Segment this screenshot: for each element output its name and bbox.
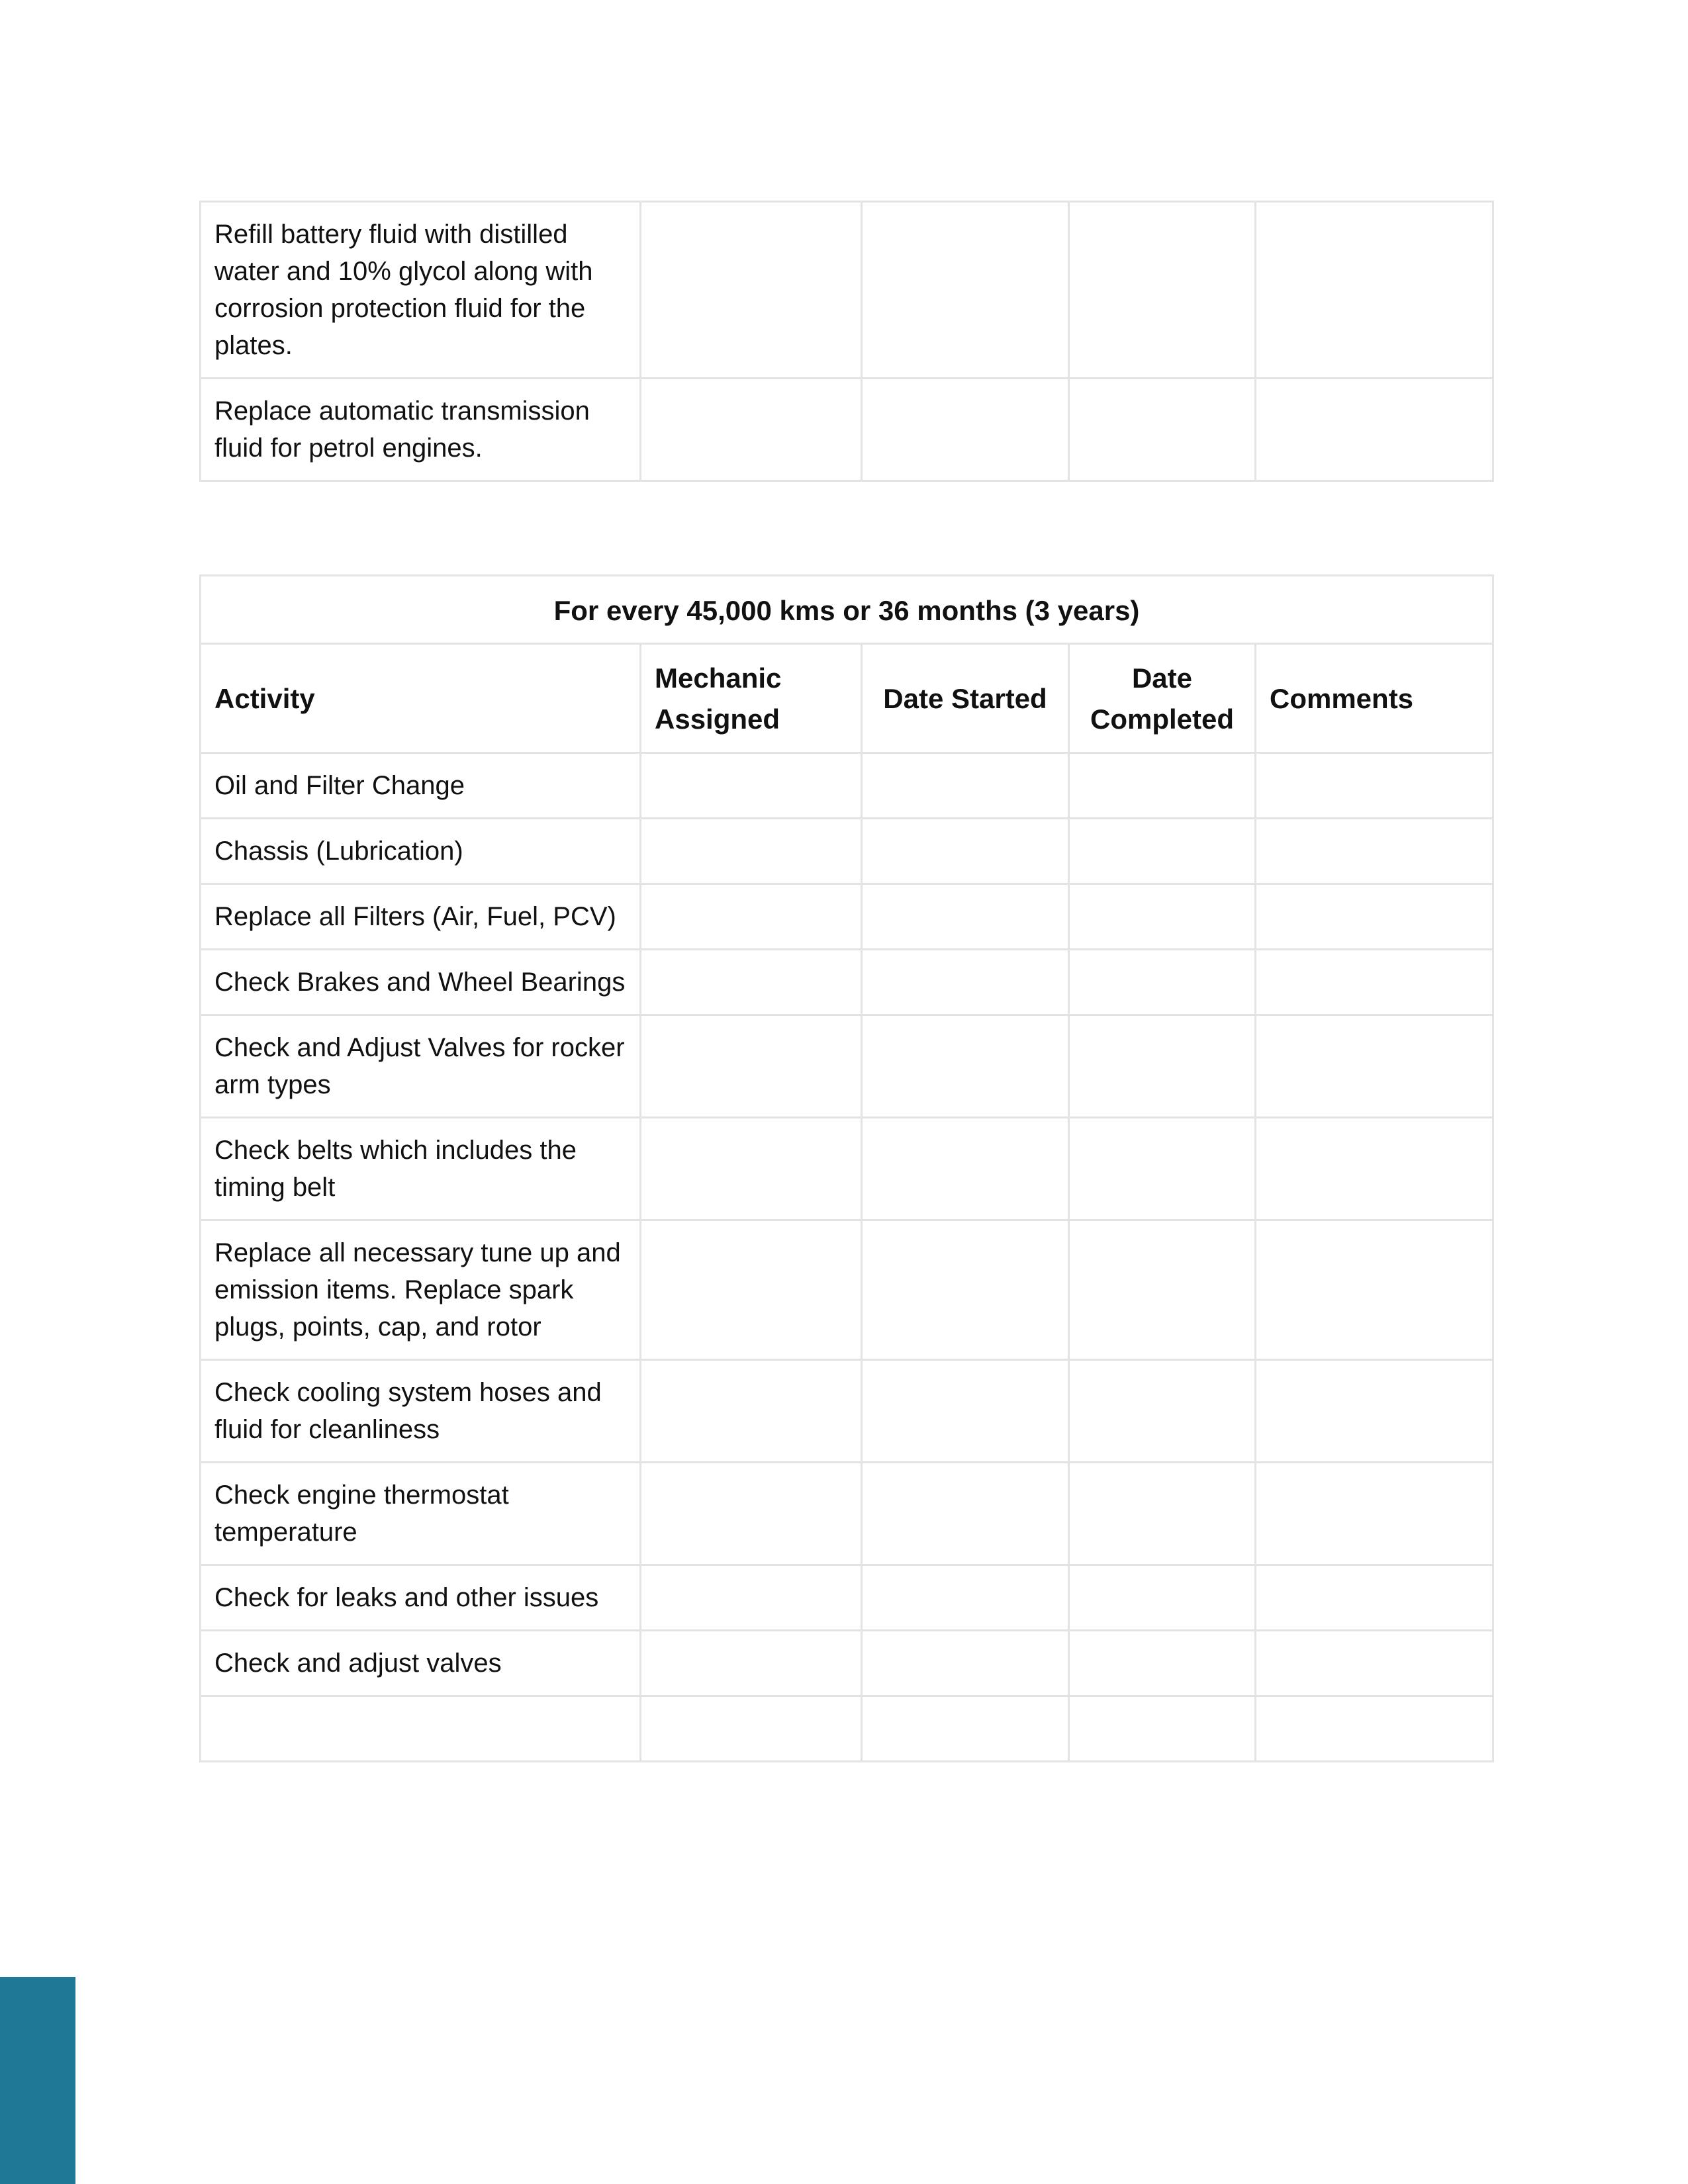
header-date-completed: Date Completed [1069,644,1256,753]
date-started-cell[interactable] [862,950,1069,1015]
activity-cell: Replace automatic transmission fluid for petrol engines. [201,379,641,481]
date-started-cell[interactable] [862,1118,1069,1220]
comments-cell[interactable] [1256,1015,1493,1118]
mechanic-cell[interactable] [641,202,862,379]
table-row [201,1463,1493,1565]
table-title-row [201,576,1493,644]
mechanic-cell[interactable] [641,753,862,819]
activity-cell: Check for leaks and other issues [201,1565,641,1631]
date-started-cell[interactable] [862,1220,1069,1360]
comments-cell[interactable] [1256,1220,1493,1360]
date-completed-cell[interactable] [1069,1220,1256,1360]
header-activity: Activity [201,644,641,753]
comments-cell[interactable] [1256,950,1493,1015]
mechanic-cell[interactable] [641,1696,862,1762]
table-row [201,1015,1493,1118]
comments-cell[interactable] [1256,1463,1493,1565]
table-row [201,1360,1493,1463]
table-row [201,950,1493,1015]
activity-cell: Replace all necessary tune up and emission items. Replace spark plugs, points, cap, and rotor [201,1220,641,1360]
activity-cell: Check Brakes and Wheel Bearings [201,950,641,1015]
date-completed-cell[interactable] [1069,1631,1256,1696]
activity-cell: Chassis (Lubrication) [201,819,641,884]
header-mechanic-assigned: Mechanic Assigned [641,644,862,753]
table-row-empty [201,1696,1493,1762]
activity-cell: Check cooling system hoses and fluid for cleanliness [201,1360,641,1463]
activity-cell: Check engine thermostat temperature [201,1463,641,1565]
mechanic-cell[interactable] [641,1360,862,1463]
table-row [201,1565,1493,1631]
mechanic-cell[interactable] [641,1565,862,1631]
mechanic-cell[interactable] [641,1463,862,1565]
date-started-cell[interactable] [862,884,1069,950]
comments-cell[interactable] [1256,1360,1493,1463]
date-completed-cell[interactable] [1069,1015,1256,1118]
date-started-cell[interactable] [862,379,1069,481]
date-completed-cell[interactable] [1069,1696,1256,1762]
activity-cell: Oil and Filter Change [201,753,641,819]
date-completed-cell[interactable] [1069,202,1256,379]
date-started-cell[interactable] [862,1360,1069,1463]
date-completed-cell[interactable] [1069,819,1256,884]
activity-cell: Check belts which includes the timing belt [201,1118,641,1220]
date-completed-cell[interactable] [1069,753,1256,819]
table-row [201,1118,1493,1220]
date-completed-cell[interactable] [1069,1360,1256,1463]
table-row [201,1220,1493,1360]
table-row [201,819,1493,884]
comments-cell[interactable] [1256,753,1493,819]
date-started-cell[interactable] [862,819,1069,884]
activity-cell: Check and Adjust Valves for rocker arm types [201,1015,641,1118]
mechanic-cell[interactable] [641,950,862,1015]
activity-cell: Replace all Filters (Air, Fuel, PCV) [201,884,641,950]
comments-cell[interactable] [1256,819,1493,884]
date-started-cell[interactable] [862,1565,1069,1631]
comments-cell[interactable] [1256,884,1493,950]
table-title: For every 45,000 kms or 36 months (3 years) [201,576,1493,644]
mechanic-cell[interactable] [641,1631,862,1696]
activity-cell[interactable] [201,1696,641,1762]
date-completed-cell[interactable] [1069,379,1256,481]
maintenance-table-previous [199,201,1494,482]
date-started-cell[interactable] [862,202,1069,379]
comments-cell[interactable] [1256,1118,1493,1220]
mechanic-cell[interactable] [641,819,862,884]
date-started-cell[interactable] [862,753,1069,819]
table-row [201,202,1493,379]
table-header-row [201,644,1493,753]
accent-side-bar [0,1977,75,2184]
date-completed-cell[interactable] [1069,950,1256,1015]
comments-cell[interactable] [1256,1565,1493,1631]
comments-cell[interactable] [1256,379,1493,481]
mechanic-cell[interactable] [641,884,862,950]
table-row [201,753,1493,819]
date-completed-cell[interactable] [1069,1463,1256,1565]
date-completed-cell[interactable] [1069,1565,1256,1631]
activity-cell: Check and adjust valves [201,1631,641,1696]
date-started-cell[interactable] [862,1015,1069,1118]
table-row [201,379,1493,481]
mechanic-cell[interactable] [641,1118,862,1220]
date-started-cell[interactable] [862,1463,1069,1565]
date-completed-cell[interactable] [1069,1118,1256,1220]
comments-cell[interactable] [1256,1631,1493,1696]
mechanic-cell[interactable] [641,1015,862,1118]
maintenance-table-45000km [199,574,1494,1762]
mechanic-cell[interactable] [641,1220,862,1360]
date-started-cell[interactable] [862,1631,1069,1696]
comments-cell[interactable] [1256,1696,1493,1762]
table-row [201,1631,1493,1696]
header-comments: Comments [1256,644,1493,753]
table-row [201,884,1493,950]
date-completed-cell[interactable] [1069,884,1256,950]
mechanic-cell[interactable] [641,379,862,481]
header-date-started: Date Started [862,644,1069,753]
comments-cell[interactable] [1256,202,1493,379]
activity-cell: Refill battery fluid with distilled water and 10% glycol along with corrosion protection fluid for the plates. [201,202,641,379]
date-started-cell[interactable] [862,1696,1069,1762]
